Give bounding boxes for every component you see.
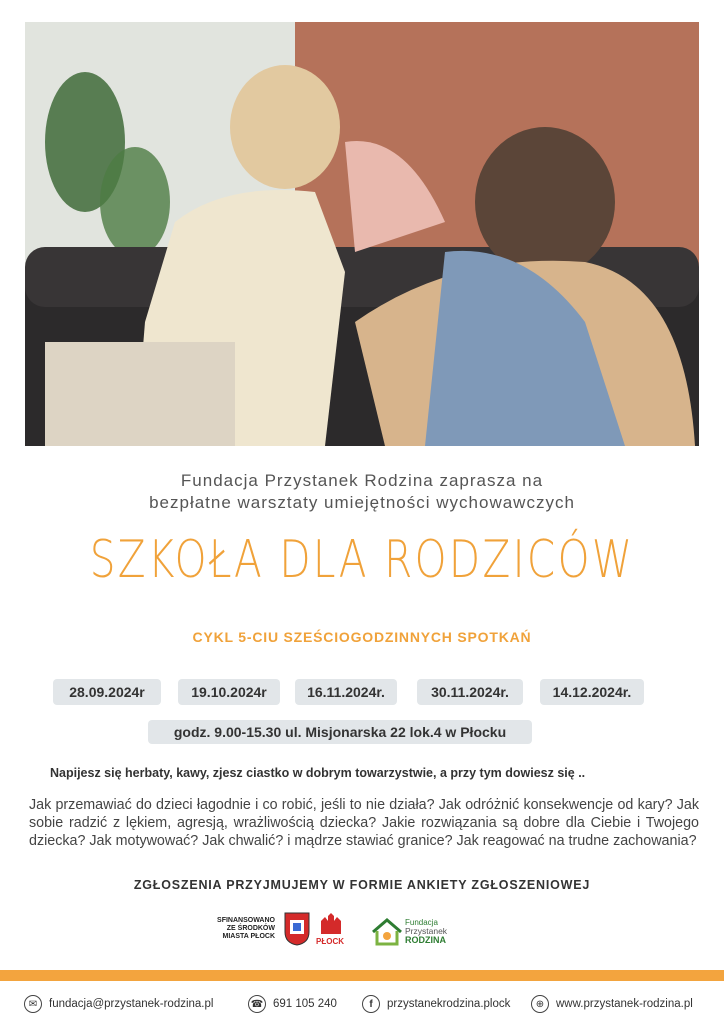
plock-logo-label: PŁOCK	[316, 937, 344, 946]
questions-text: Jak przemawiać do dzieci łagodnie i co robić, jeśli to nie działa? Jak odróżnić konsekwencje od kary? Jak sobie radzić z lękiem, agresją, wrażliwością dziecka? Jakie rozwiązania są dobre dla Ciebie i Twojego dziecka? Jak motywować? Jak chwalić? i mądrze stawiać granice? Jak reagować na trudne zachowania?	[29, 797, 699, 849]
page-title: SZKOŁA DLA RODZICÓW	[89, 530, 635, 590]
intro-line-1: Fundacja Przystanek Rodzina zaprasza na	[180, 471, 544, 490]
web-text[interactable]: www.przystanek-rodzina.pl	[556, 998, 693, 1010]
sponsor-line-2: ZE ŚRODKÓW	[226, 925, 275, 932]
foundation-logo-text	[405, 918, 447, 945]
foundation-logo-mid: Przystanek	[405, 926, 448, 936]
phone-text[interactable]: 691 105 240	[273, 998, 337, 1010]
plock-logo-icon	[320, 913, 342, 935]
date-5: 14.12.2024r.	[540, 679, 644, 705]
email-text[interactable]: fundacja@przystanek-rodzina.pl	[49, 998, 214, 1010]
subtitle: CYKL 5-CIU SZEŚCIOGODZINNYCH SPOTKAŃ	[192, 629, 532, 645]
sponsor-line-3: MIASTA PŁOCK	[222, 933, 275, 940]
facebook-text[interactable]: przystanekrodzina.plock	[387, 998, 511, 1010]
date-1: 28.09.2024r	[53, 679, 161, 705]
city-crest-icon	[284, 912, 310, 946]
lead-text: Napijesz się herbaty, kawy, zjesz ciastko w dobrym towarzystwie, a przy tym dowiesz się ..	[50, 766, 586, 780]
sponsor-line-1: SFINANSOWANO	[217, 917, 275, 924]
foundation-logo-small: Fundacja	[405, 918, 438, 927]
contact-web[interactable]	[531, 994, 693, 1014]
date-3: 16.11.2024r.	[295, 679, 397, 705]
facebook-icon: f	[362, 995, 380, 1013]
globe-icon: ⊕	[531, 995, 549, 1013]
phone-icon: ☎	[248, 995, 266, 1013]
date-2: 19.10.2024r	[178, 679, 280, 705]
intro-line-2: bezpłatne warsztaty umiejętności wychowawczych	[149, 493, 575, 512]
time-and-place: godz. 9.00-15.30 ul. Misjonarska 22 lok.4 w Płocku	[148, 720, 532, 744]
header-photo	[25, 22, 699, 446]
signup-info: ZGŁOSZENIA PRZYJMUJEMY W FORMIE ANKIETY ZGŁOSZENIOWEJ	[133, 878, 591, 892]
foundation-house-icon	[371, 918, 403, 946]
sponsor-text	[195, 917, 275, 941]
email-icon: ✉	[24, 995, 42, 1013]
footer-bar	[0, 970, 724, 981]
contact-phone[interactable]	[248, 994, 337, 1014]
contact-email[interactable]	[24, 994, 213, 1014]
foundation-logo-big: RODZINA	[405, 935, 446, 945]
date-4: 30.11.2024r.	[417, 679, 523, 705]
contact-facebook[interactable]	[362, 994, 510, 1014]
